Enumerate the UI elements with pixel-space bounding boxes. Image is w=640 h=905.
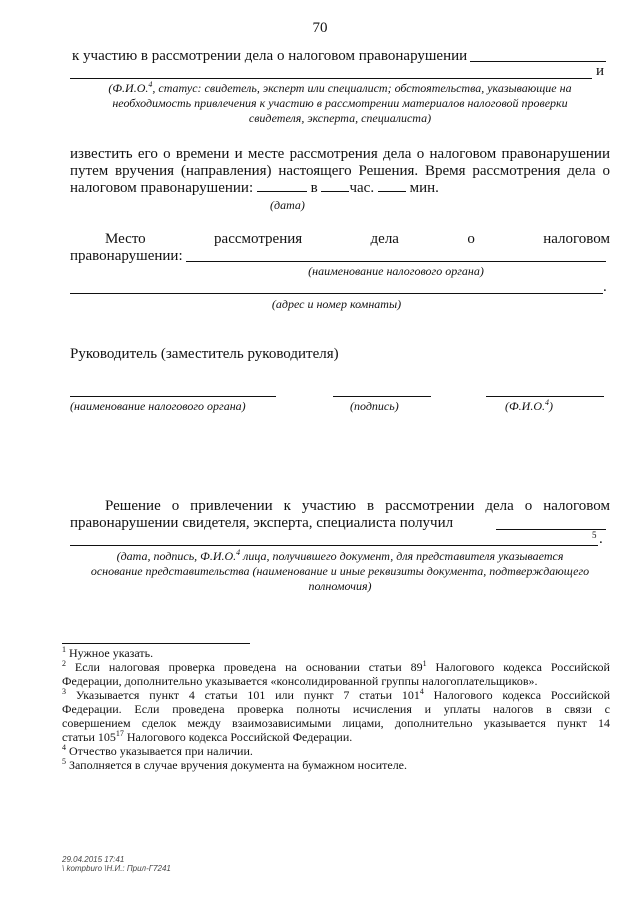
footnote-5: $^5$ Заполняется в случае вручения документа на бумажном носителе. <box>62 757 408 772</box>
participation-blank <box>470 61 606 62</box>
participant-note: (Ф.И.О.$^4$, статус: свидетель, эксперт или специалист; обстоятельства, указывающие на необходимость привлечения к участию в рассмотрении материалов налоговой проверки свидетеля, эксперта, специалиста) <box>108 80 572 125</box>
footnote-2: $^2$ Если налоговая проверка проведена на основании статьи $89^1$ Налогового кодекса Российской Федерации, дополнительно указывается «консолидированной группы налогоплательщиков». <box>62 659 610 688</box>
receiver-blank <box>496 529 606 530</box>
tax-authority-blank <box>186 261 606 262</box>
sign-blank <box>333 396 431 397</box>
notify-line-1: известить его о времени и месте рассмотрения дела о налоговом правонарушении <box>70 146 610 162</box>
tax-authority-caption: (наименование налогового органа) <box>308 264 484 278</box>
org-caption: (наименование налогового органа) <box>70 399 246 413</box>
address-caption: (адрес и номер комнаты) <box>271 297 402 311</box>
place-line-1: Место рассмотрения дела о налоговом <box>105 231 610 247</box>
hour-blank <box>321 191 349 192</box>
sign-caption: (подпись) <box>350 399 399 413</box>
notify-line-2: путем вручения (направления) настоящего Решения. Время рассмотрения дела о <box>70 163 610 179</box>
date-caption: (дата) <box>270 198 305 212</box>
received-line-2: правонарушении свидетеля, эксперта, специалиста получил <box>70 515 454 531</box>
minute-blank <box>378 191 406 192</box>
received-line-1: Решение о привлечении к участию в рассмотрении дела о налоговом <box>105 498 610 514</box>
fio-blank <box>486 396 604 397</box>
conjunction-and: и <box>596 63 605 79</box>
head-title: Руководитель (заместитель руководителя) <box>70 346 339 362</box>
receiver-blank-2 <box>70 545 598 546</box>
print-stamp: 29.04.2015 17:41 \ kompburo \Н.И.: Прил-Г7241 <box>62 855 171 873</box>
participant-blank <box>70 78 592 79</box>
footnote-separator <box>62 643 250 644</box>
place-line-2: правонарушении: <box>70 248 183 264</box>
footnote-1: $^1$ Нужное указать. <box>62 645 154 660</box>
participation-line: к участию в рассмотрении дела о налоговом правонарушении <box>72 48 468 64</box>
footnote-4: $^4$ Отчество указывается при наличии. <box>62 743 253 758</box>
page-number: 70 <box>312 20 328 36</box>
date-blank <box>257 191 307 192</box>
notify-line-3: налоговом правонарушении: в час. мин. <box>70 180 439 196</box>
receiver-note: (дата, подпись, Ф.И.О.$^4$ лица, получившего документ, для представителя указывается основание представительства (наименование и иные реквизиты документа, подтверждающего полномочия) <box>90 548 590 593</box>
fio-caption: (Ф.И.О.$^4$) <box>505 398 553 413</box>
address-blank <box>70 293 603 294</box>
footnote-ref-5: 5 <box>592 530 597 540</box>
footnotes <box>62 646 610 772</box>
org-signature-blank <box>70 396 276 397</box>
footnote-3: $^3$ Указывается пункт 4 статьи 101 или пункт 7 статьи $101^4$ Налогового кодекса Российской Федерации. Если проведена проверка полноты исчисления и уплаты налогов в связи с совершением сделок между взаимозависимыми лицами, дополнительно указывается пункт 14 статьи $105^{17}$ Налогового кодекса Российской Федерации. <box>62 687 610 744</box>
